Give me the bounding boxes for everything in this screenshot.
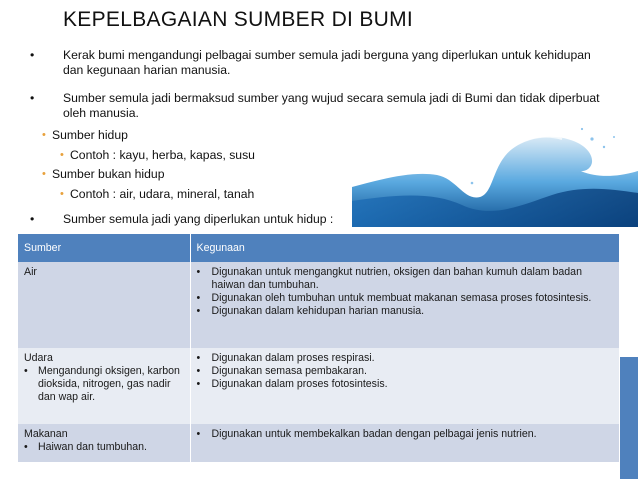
use-item: • Digunakan untuk mengangkut nutrien, oksigen dan bahan kumuh dalam badan haiwan dan tumbuhan. [197, 266, 614, 292]
source-detail-item: • Haiwan dan tumbuhan. [24, 441, 184, 454]
bullet-item [30, 212, 334, 227]
sub-sub-bullet-text: Contoh : air, udara, mineral, tanah [70, 187, 255, 201]
bullet-text: Kerak bumi mengandungi pelbagai sumber semula jadi berguna yang diperlukan untuk kehidupan dan kegunaan harian manusia. [63, 48, 591, 77]
use-item: • Digunakan untuk membekalkan badan dengan pelbagai jenis nutrien. [197, 428, 614, 441]
use-item: • Digunakan dalam proses fotosintesis. [197, 378, 614, 391]
bullet-dot: • [30, 91, 35, 105]
source-detail-item: • Mengandungi oksigen, karbon dioksida, nitrogen, gas nadir dan wap air. [24, 365, 184, 404]
column-header-source: Sumber [18, 234, 190, 262]
bullet-dot: • [30, 48, 35, 62]
sub-bullet-dot: • [42, 168, 46, 180]
use-item: • Digunakan dalam kehidupan harian manusia. [197, 305, 614, 318]
column-header-uses: Kegunaan [190, 234, 620, 262]
decorative-corner-bar [620, 357, 638, 479]
use-item: • Digunakan semasa pembakaran. [197, 365, 614, 378]
table-row [18, 424, 620, 462]
bullet-text: Sumber semula jadi yang diperlukan untuk hidup : [63, 212, 334, 226]
table-header-row [18, 234, 620, 262]
use-item: • Digunakan dalam proses respirasi. [197, 352, 614, 365]
bullet-dot: • [30, 212, 35, 226]
uses-cell [190, 424, 620, 462]
uses-list [197, 352, 614, 391]
source-cell [18, 424, 190, 462]
source-cell [18, 348, 190, 424]
source-details [24, 365, 184, 404]
sub-bullet-dot: • [42, 129, 46, 141]
table-row [18, 262, 620, 348]
use-item: • Digunakan oleh tumbuhan untuk membuat makanan semasa proses fotosintesis. [197, 292, 614, 305]
sub-bullet-item [42, 167, 165, 182]
uses-list [197, 428, 614, 441]
source-name: Udara [24, 352, 53, 364]
sub-sub-bullet-item [60, 148, 255, 163]
uses-cell [190, 348, 620, 424]
bullet-text: Sumber semula jadi bermaksud sumber yang wujud secara semula jadi di Bumi dan tidak diperbuat oleh manusia. [63, 91, 600, 120]
slide-title: KEPELBAGAIAN SUMBER DI BUMI [63, 8, 414, 31]
sub-bullet-text: Sumber bukan hidup [52, 167, 165, 181]
resource-table [18, 234, 620, 462]
water-wave-image [352, 109, 638, 227]
table-row [18, 348, 620, 424]
source-name: Makanan [24, 428, 68, 440]
uses-cell [190, 262, 620, 348]
sub-sub-bullet-item [60, 187, 255, 202]
water-wave-illustration [352, 109, 638, 227]
sub-bullet-dot: • [60, 149, 64, 161]
uses-list [197, 266, 614, 318]
sub-bullet-text: Sumber hidup [52, 128, 128, 142]
sub-sub-bullet-text: Contoh : kayu, herba, kapas, susu [70, 148, 255, 162]
bullet-item [30, 48, 603, 78]
source-details [24, 441, 184, 454]
sub-bullet-item [42, 128, 128, 143]
source-name: Air [24, 266, 37, 278]
source-cell [18, 262, 190, 348]
sub-bullet-dot: • [60, 188, 64, 200]
